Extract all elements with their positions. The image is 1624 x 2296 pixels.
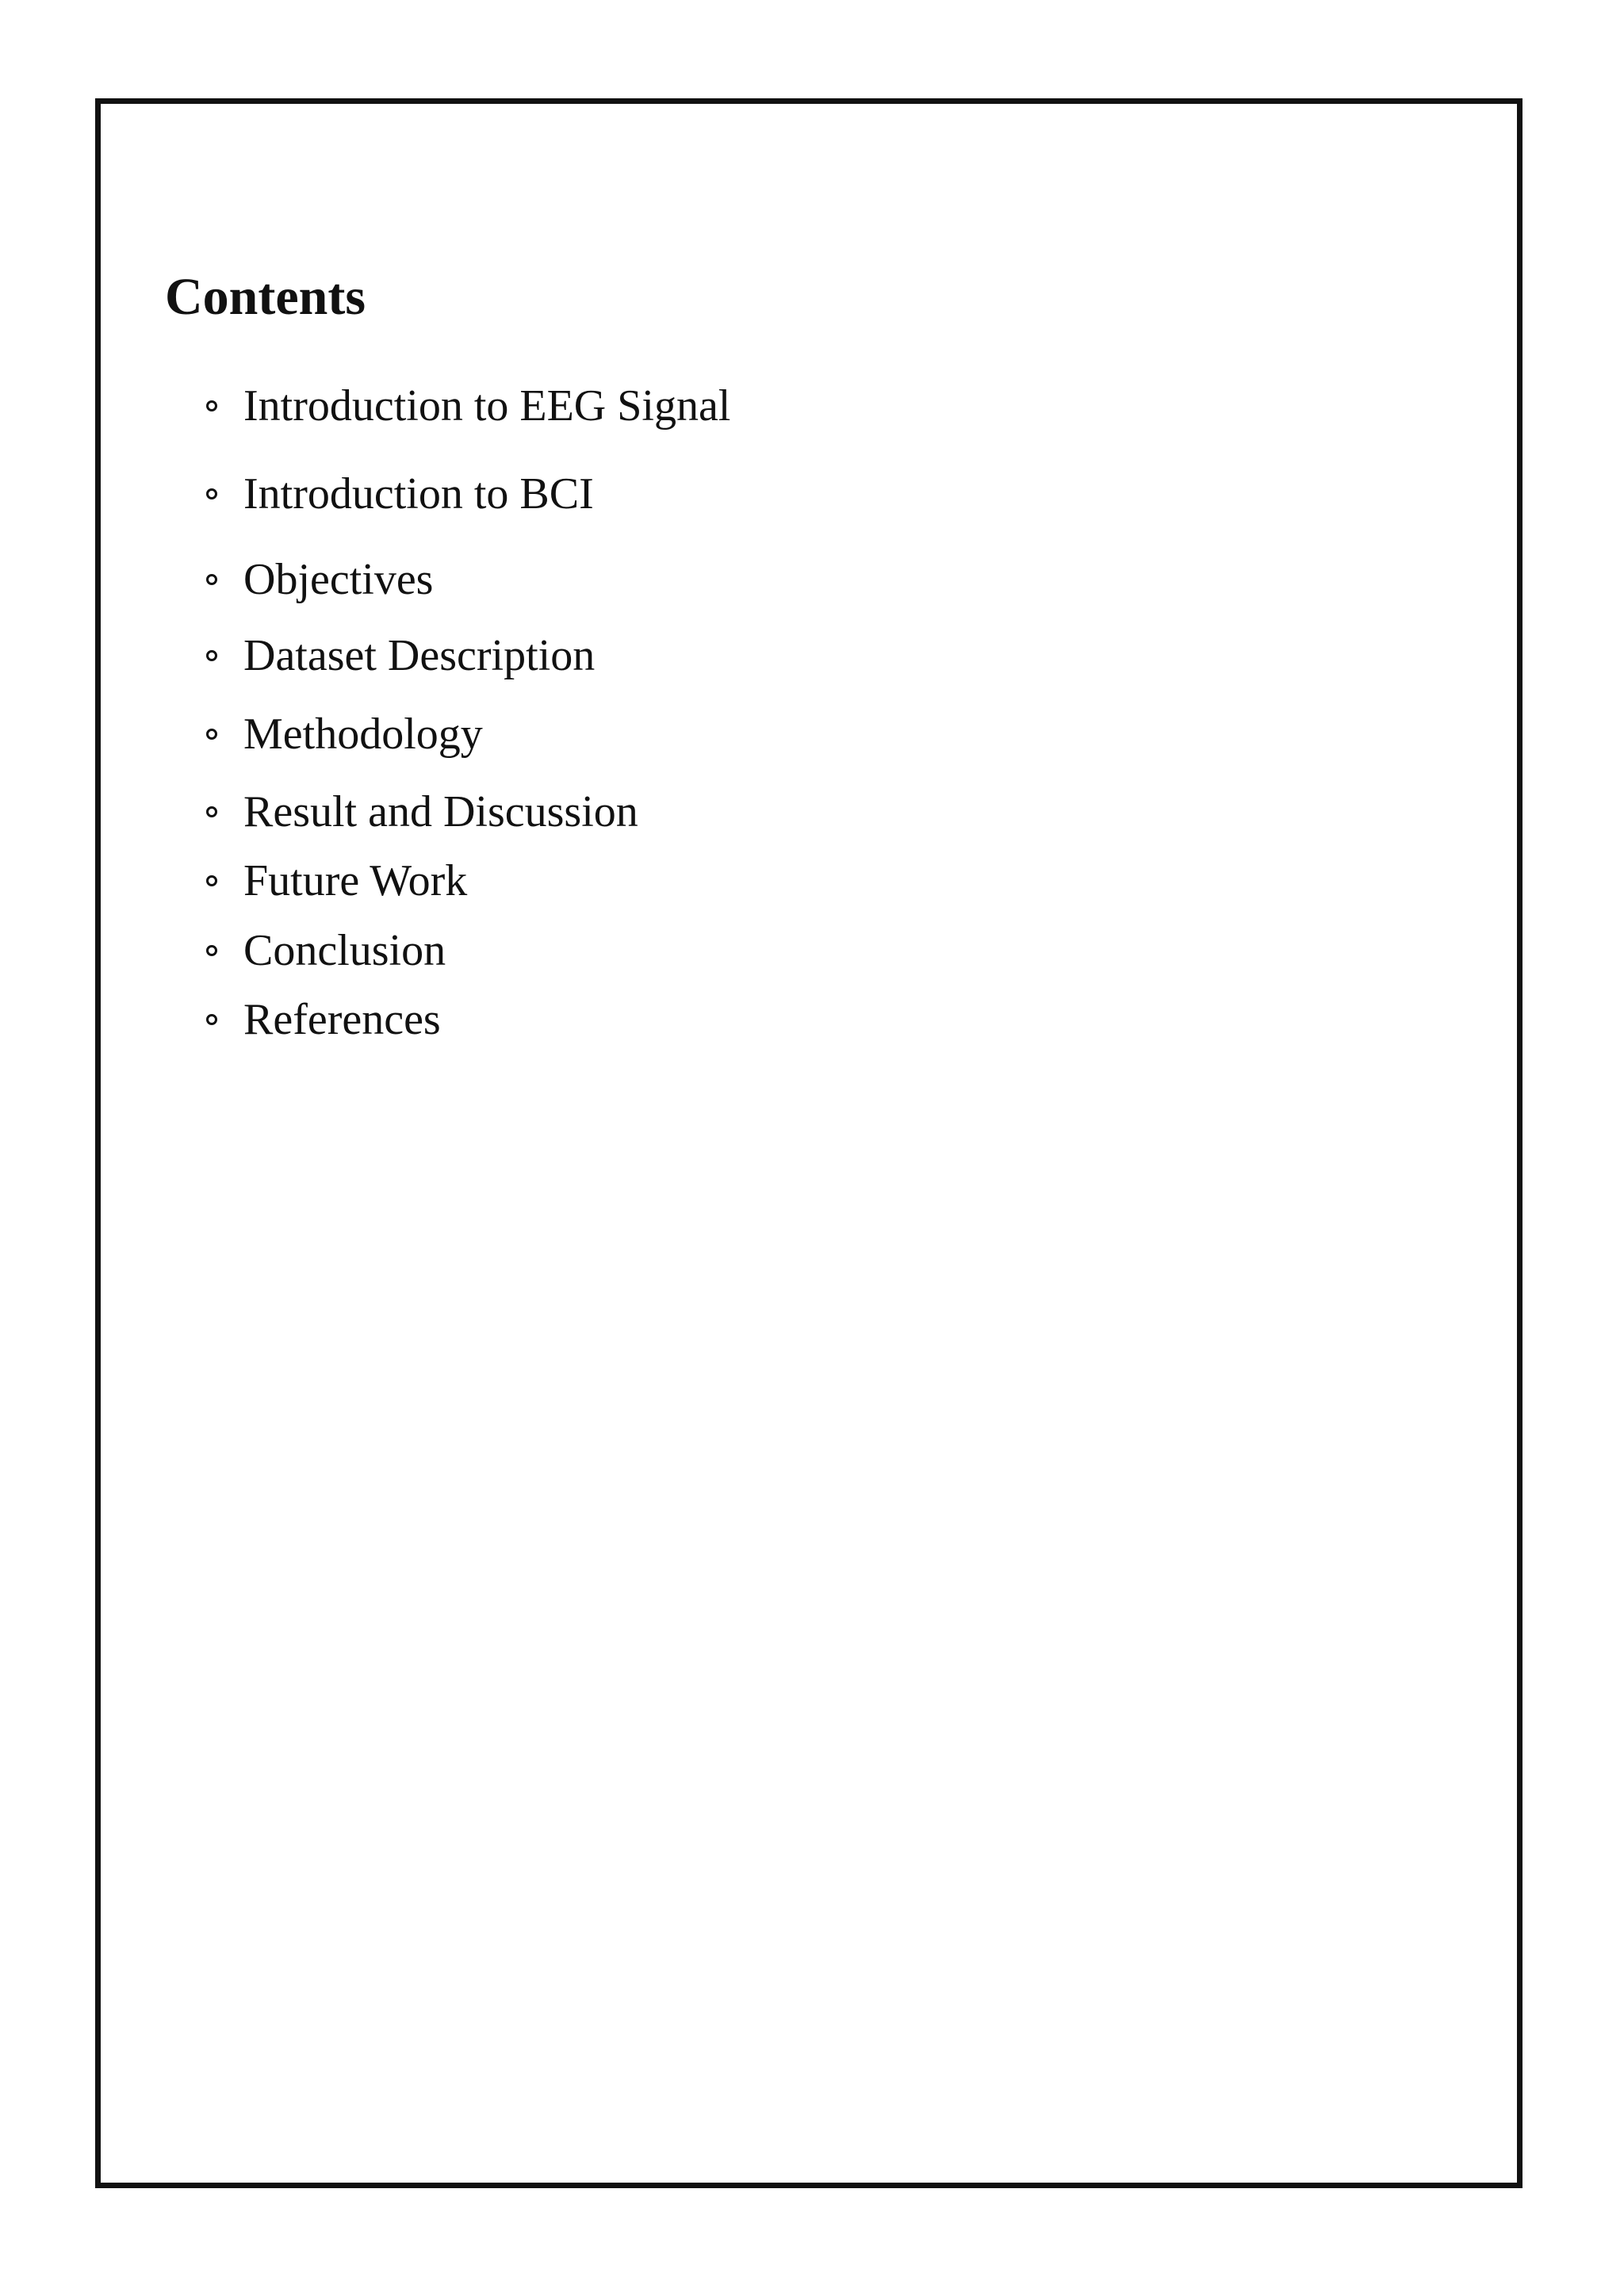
hollow-circle-icon: [206, 729, 217, 740]
hollow-circle-icon: [206, 400, 217, 411]
hollow-circle-icon: [206, 488, 217, 499]
toc-item-introduction-to-bci: [206, 466, 594, 522]
contents-heading: Contents: [165, 268, 366, 326]
hollow-circle-icon: [206, 1014, 217, 1025]
toc-item-label: Conclusion: [243, 926, 446, 975]
hollow-circle-icon: [206, 806, 217, 817]
toc-item-references: [206, 992, 441, 1047]
toc-item-future-work: [206, 853, 467, 909]
toc-item-conclusion: [206, 923, 446, 978]
toc-item-introduction-to-eeg-signal: [206, 378, 730, 434]
toc-item-objectives: [206, 552, 433, 607]
hollow-circle-icon: [206, 650, 217, 661]
toc-item-label: Objectives: [243, 555, 434, 604]
hollow-circle-icon: [206, 574, 217, 585]
toc-item-label: Future Work: [243, 856, 468, 905]
toc-item-dataset-description: [206, 628, 595, 683]
hollow-circle-icon: [206, 875, 217, 886]
toc-item-label: Introduction to EEG Signal: [243, 381, 731, 430]
toc-item-result-and-discussion: [206, 784, 638, 840]
toc-item-label: Dataset Description: [243, 631, 596, 680]
toc-item-methodology: [206, 706, 483, 762]
hollow-circle-icon: [206, 945, 217, 956]
toc-item-label: Methodology: [243, 710, 483, 759]
toc-item-label: References: [243, 995, 441, 1044]
toc-item-label: Introduction to BCI: [243, 469, 594, 519]
toc-item-label: Result and Discussion: [243, 787, 638, 836]
